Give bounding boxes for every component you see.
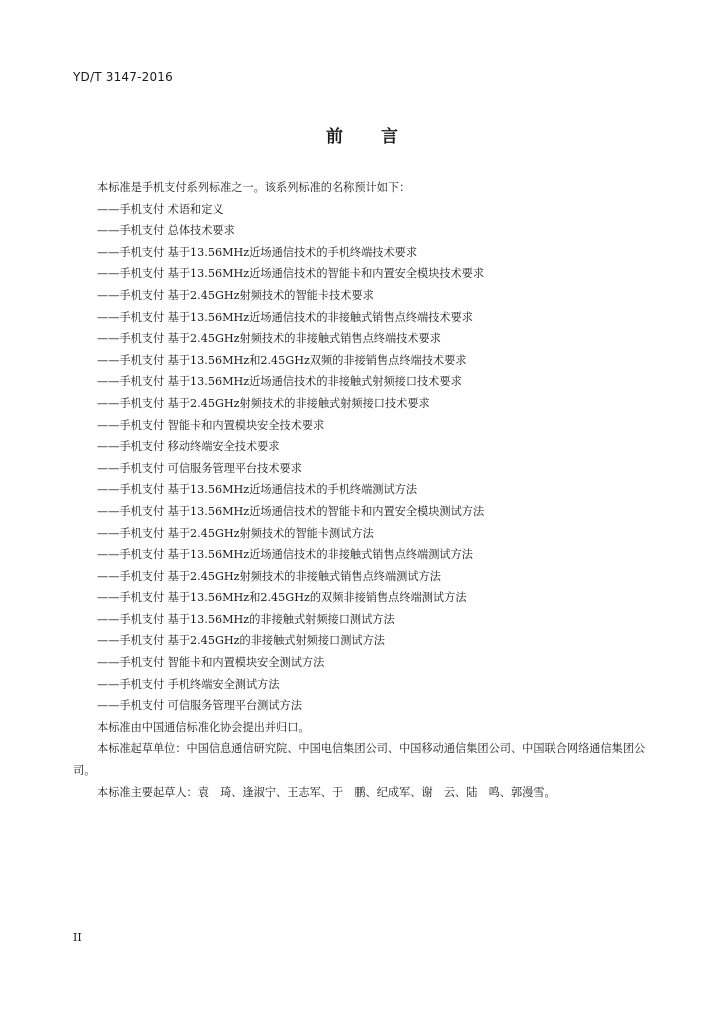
- series-item: ——手机支付 基于13.56MHz近场通信技术的智能卡和内置安全模块测试方法: [97, 504, 485, 518]
- series-item: ——手机支付 基于13.56MHz近场通信技术的非接触式射频接口技术要求: [97, 375, 462, 389]
- series-list: [73, 199, 658, 717]
- series-item: ——手机支付 基于13.56MHz近场通信技术的手机终端测试方法: [97, 483, 418, 497]
- document-code: YD/T 3147-2016: [73, 70, 173, 84]
- series-item: ——手机支付 基于13.56MHz的非接触式射频接口测试方法: [97, 612, 395, 626]
- foreword-body: [73, 177, 658, 803]
- series-item: ——手机支付 基于13.56MHz近场通信技术的非接触式销售点终端技术要求: [97, 310, 473, 324]
- page-number: II: [73, 931, 82, 944]
- series-item: ——手机支付 基于13.56MHz近场通信技术的智能卡和内置安全模块技术要求: [97, 267, 485, 281]
- series-item: ——手机支付 基于2.45GHz射频技术的智能卡技术要求: [97, 288, 374, 302]
- title-part-1: 前: [326, 127, 343, 147]
- series-item: ——手机支付 智能卡和内置模块安全测试方法: [97, 656, 325, 670]
- series-item: ——手机支付 可信服务管理平台测试方法: [97, 699, 302, 713]
- page-title: [0, 122, 724, 147]
- series-item: ——手机支付 基于2.45GHz射频技术的非接触式销售点终端测试方法: [97, 569, 441, 583]
- series-item: ——手机支付 手机终端安全测试方法: [97, 677, 280, 691]
- series-item: ——手机支付 基于2.45GHz的非接触式射频接口测试方法: [97, 634, 385, 648]
- title-part-2: 言: [381, 127, 398, 147]
- series-item: ——手机支付 智能卡和内置模块安全技术要求: [97, 418, 325, 432]
- series-item: ——手机支付 基于2.45GHz射频技术的智能卡测试方法: [97, 526, 374, 540]
- series-item: ——手机支付 基于13.56MHz和2.45GHz的双频非接销售点终端测试方法: [97, 591, 467, 605]
- series-item: ——手机支付 基于2.45GHz射频技术的非接触式销售点终端技术要求: [97, 332, 441, 346]
- proposer-paragraph: 本标准由中国通信标准化协会提出并归口。: [97, 720, 310, 734]
- series-item: ——手机支付 基于2.45GHz射频技术的非接触式射频接口技术要求: [97, 396, 430, 410]
- series-item: ——手机支付 总体技术要求: [97, 224, 235, 238]
- intro-paragraph: 本标准是手机支付系列标准之一。该系列标准的名称预计如下：: [97, 181, 411, 194]
- drafting-units-paragraph: 本标准起草单位：中国信息通信研究院、中国电信集团公司、中国移动通信集团公司、中国联合网络通信集团公司。: [73, 742, 646, 778]
- drafters-paragraph: 本标准主要起草人：袁 琦、逢淑宁、王志军、于 鹏、纪成军、谢 云、陆 鸣、郭漫雪。: [97, 785, 556, 799]
- series-item: ——手机支付 术语和定义: [97, 202, 224, 216]
- series-item: ——手机支付 基于13.56MHz近场通信技术的非接触式销售点终端测试方法: [97, 548, 473, 562]
- series-item: ——手机支付 移动终端安全技术要求: [97, 440, 280, 454]
- series-item: ——手机支付 基于13.56MHz近场通信技术的手机终端技术要求: [97, 245, 418, 259]
- series-item: ——手机支付 基于13.56MHz和2.45GHz双频的非接销售点终端技术要求: [97, 353, 467, 367]
- series-item: ——手机支付 可信服务管理平台技术要求: [97, 461, 302, 475]
